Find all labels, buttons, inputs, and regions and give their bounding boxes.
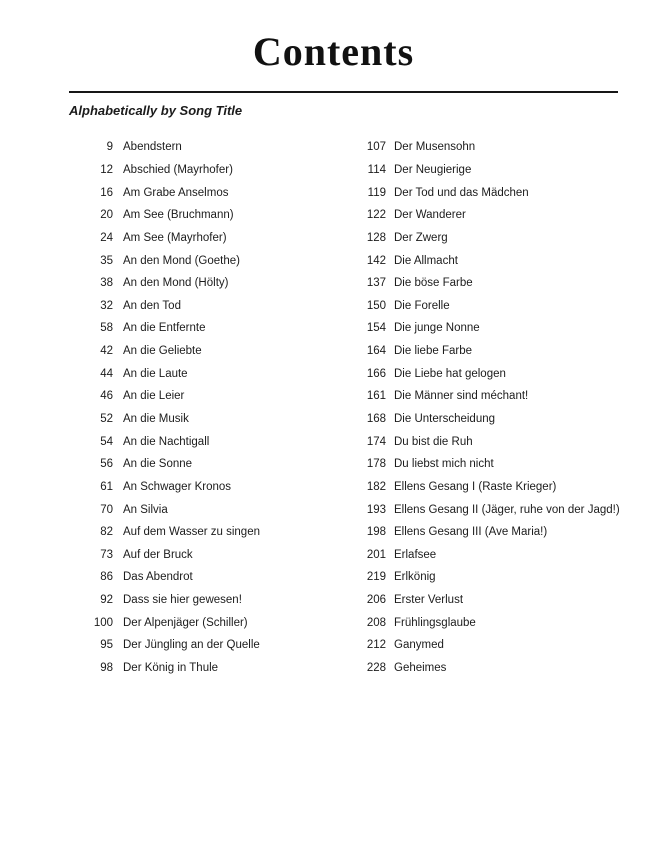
toc-page-number: 70 — [100, 503, 113, 516]
toc-page-number: 92 — [100, 594, 113, 607]
toc-page-number: 182 — [366, 480, 386, 493]
toc-page-number: 56 — [100, 458, 113, 471]
toc-row — [340, 385, 660, 408]
toc-page-number: 219 — [366, 571, 386, 584]
toc-row — [340, 362, 660, 385]
toc-row — [60, 181, 350, 204]
toc-song-title: Auf der Bruck — [123, 548, 193, 561]
toc-page-number: 73 — [100, 548, 113, 561]
toc-song-title: Die junge Nonne — [394, 322, 480, 335]
toc-row — [60, 317, 350, 340]
toc-page-number: 61 — [100, 480, 113, 493]
toc-page-number: 206 — [366, 594, 386, 607]
toc-song-title: An die Laute — [123, 367, 188, 380]
toc-song-title: Der Musensohn — [394, 141, 476, 154]
title-rule — [69, 91, 618, 93]
toc-song-title: Auf dem Wasser zu singen — [123, 526, 260, 539]
toc-song-title: Geheimes — [394, 662, 447, 675]
toc-row — [340, 249, 660, 272]
toc-page-number: 161 — [366, 390, 386, 403]
toc-song-title: Das Abendrot — [123, 571, 193, 584]
toc-song-title: An die Nachtigall — [123, 435, 210, 448]
toc-song-title: Erlafsee — [394, 548, 437, 561]
toc-page-number: 114 — [367, 163, 386, 176]
toc-page-number: 32 — [100, 299, 113, 312]
toc-row — [60, 476, 350, 499]
toc-page-number: 164 — [366, 345, 386, 358]
toc-row — [60, 611, 350, 634]
page-title: Contents — [252, 29, 415, 74]
toc-page-number: 95 — [100, 639, 113, 652]
toc-row — [340, 159, 660, 182]
toc-row — [340, 430, 660, 453]
toc-page-number: 168 — [366, 413, 386, 425]
toc-song-title: Der König in Thule — [123, 662, 219, 675]
toc-song-title: Du liebst mich nicht — [394, 458, 494, 471]
toc-song-title: Abschied (Mayrhofer) — [123, 163, 233, 176]
toc-page-number: 100 — [93, 616, 113, 629]
toc-song-title: Du bist die Ruh — [394, 435, 473, 448]
toc-song-title: Der Alpenjäger (Schiller) — [123, 616, 248, 629]
toc-row — [60, 498, 350, 521]
toc-row — [340, 227, 660, 250]
toc-song-title: Erlkönig — [394, 571, 436, 584]
toc-page-number: 35 — [100, 254, 113, 267]
toc-song-title: An die Sonne — [123, 458, 193, 471]
toc-song-title: Der Jüngling an der Quelle — [123, 639, 260, 652]
toc-song-title: Die Männer sind méchant! — [394, 390, 529, 403]
toc-song-title: An die Geliebte — [123, 345, 202, 358]
toc-row — [340, 181, 660, 204]
toc-song-title: Die Allmacht — [394, 254, 458, 267]
toc-song-title: Erster Verlust — [394, 594, 464, 607]
toc-page-number: 142 — [366, 254, 386, 267]
toc-column-left — [60, 136, 350, 679]
toc-song-title: Ellens Gesang II (Jäger, ruhe von der Jagd!) — [394, 503, 620, 516]
toc-page-number: 82 — [100, 526, 113, 539]
toc-page-number: 198 — [366, 526, 386, 539]
toc-song-title: Der Neugierige — [394, 163, 472, 176]
toc-page-number: 208 — [366, 616, 386, 629]
toc-row — [340, 566, 660, 589]
toc-song-title: An Schwager Kronos — [123, 480, 232, 493]
toc-row — [340, 544, 660, 567]
toc-page-number: 166 — [366, 367, 386, 380]
toc-row — [60, 204, 350, 227]
toc-page-number: 174 — [366, 435, 386, 448]
toc-song-title: Ganymed — [394, 639, 444, 652]
toc-row — [340, 657, 660, 680]
toc-page-number: 212 — [366, 639, 386, 652]
toc-song-title: Die liebe Farbe — [394, 345, 472, 358]
toc-row — [340, 294, 660, 317]
toc-song-title: Frühlingsglaube — [394, 616, 476, 629]
toc-song-title: Der Zwerg — [394, 231, 448, 244]
toc-song-title: Die Forelle — [394, 299, 450, 312]
sort-order-subtitle: Alphabetically by Song Title — [69, 103, 243, 118]
toc-page-number: 201 — [366, 548, 386, 561]
toc-row — [60, 430, 350, 453]
toc-row — [340, 340, 660, 363]
toc-song-title: An den Tod — [123, 299, 181, 312]
toc-page-number: 86 — [100, 571, 113, 584]
toc-page-number: 128 — [366, 231, 386, 244]
toc-page-number: 9 — [106, 141, 113, 154]
toc-song-title: An den Mond (Goethe) — [123, 254, 240, 267]
toc-page-number: 12 — [100, 163, 113, 176]
toc-song-title: Am Grabe Anselmos — [123, 186, 229, 199]
toc-song-title: An Silvia — [123, 503, 168, 516]
toc-song-title: Abendstern — [123, 141, 182, 154]
toc-row — [340, 611, 660, 634]
toc-row — [60, 362, 350, 385]
toc-page-number: 154 — [366, 322, 386, 335]
toc-row — [60, 521, 350, 544]
toc-song-title: Der Tod und das Mädchen — [394, 186, 529, 199]
toc-page-number: 122 — [366, 209, 386, 222]
toc-row — [340, 589, 660, 612]
toc-song-title: An die Entfernte — [123, 322, 206, 335]
toc-row — [60, 136, 350, 159]
toc-row — [340, 476, 660, 499]
toc-row — [340, 521, 660, 544]
toc-column-right — [340, 136, 660, 679]
toc-row — [60, 589, 350, 612]
toc-row — [60, 294, 350, 317]
toc-page-number: 44 — [100, 367, 113, 380]
toc-row — [340, 498, 660, 521]
toc-song-title: Dass sie hier gewesen! — [123, 594, 242, 607]
toc-row — [60, 340, 350, 363]
toc-page-number: 228 — [366, 662, 386, 675]
toc-row — [60, 453, 350, 476]
toc-row — [340, 408, 660, 431]
toc-row — [60, 249, 350, 272]
toc-row — [60, 385, 350, 408]
toc-row — [340, 204, 660, 227]
toc-row — [340, 453, 660, 476]
toc-row — [60, 657, 350, 680]
toc-page-number: 137 — [366, 277, 386, 290]
toc-page-number: 16 — [100, 186, 113, 199]
toc-page-number: 24 — [100, 231, 113, 244]
toc-row — [340, 136, 660, 159]
toc-song-title: Die böse Farbe — [394, 277, 473, 290]
toc-song-title: Am See (Bruchmann) — [123, 209, 234, 222]
toc-page-number: 20 — [100, 209, 113, 222]
toc-song-title: An die Musik — [123, 413, 189, 425]
toc-page-number: 119 — [367, 186, 386, 199]
toc-row — [60, 159, 350, 182]
toc-song-title: Die Unterscheidung — [394, 413, 496, 425]
toc-song-title: Ellens Gesang III (Ave Maria!) — [394, 526, 548, 539]
toc-row — [340, 634, 660, 657]
toc-page-number: 54 — [100, 435, 113, 448]
toc-page-number: 178 — [366, 458, 386, 471]
toc-row — [60, 227, 350, 250]
toc-page-number: 38 — [100, 277, 113, 290]
toc-song-title: Die Liebe hat gelogen — [394, 367, 506, 380]
toc-row — [340, 272, 660, 295]
toc-row — [60, 566, 350, 589]
toc-page-number: 107 — [366, 141, 386, 154]
toc-song-title: Der Wanderer — [394, 209, 466, 222]
toc-row — [340, 317, 660, 340]
toc-page-number: 46 — [100, 390, 113, 403]
toc-row — [60, 408, 350, 431]
toc-page-number: 150 — [366, 299, 386, 312]
toc-row — [60, 634, 350, 657]
toc-row — [60, 272, 350, 295]
toc-page-number: 98 — [100, 662, 113, 675]
toc-page-number: 52 — [100, 413, 113, 425]
toc-song-title: Ellens Gesang I (Raste Krieger) — [394, 480, 557, 493]
toc-song-title: Am See (Mayrhofer) — [123, 231, 227, 244]
toc-page-number: 42 — [100, 345, 113, 358]
toc-page-number: 193 — [366, 503, 386, 516]
toc-song-title: An den Mond (Hölty) — [123, 277, 229, 290]
toc-page-number: 58 — [100, 322, 113, 335]
toc-row — [60, 544, 350, 567]
toc-song-title: An die Leier — [123, 390, 185, 403]
